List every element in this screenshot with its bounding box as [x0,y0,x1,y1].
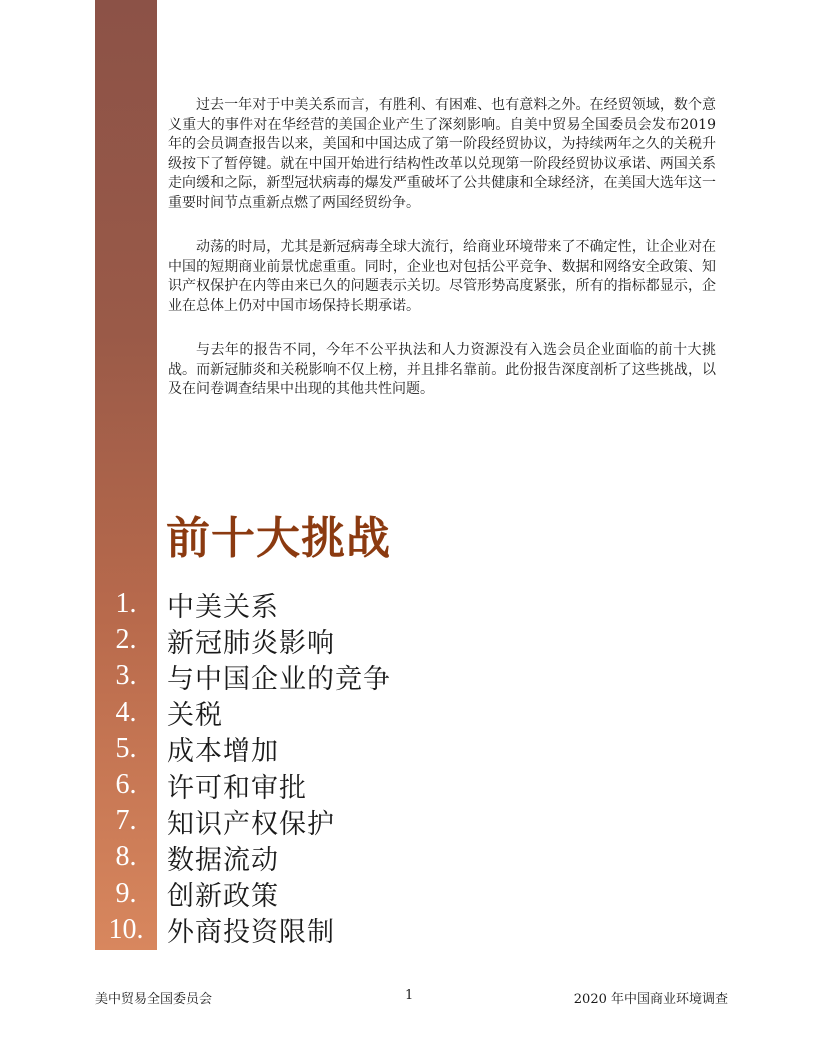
list-item-number: 2. [115,624,137,656]
list-item-number: 1. [115,588,137,620]
list-item [95,803,595,839]
list-item-label: 许可和审批 [167,772,307,804]
intro-paragraph: 过去一年对于中美关系而言，有胜利、有困难、也有意料之外。在经贸领域，数个意义重大的事件对在华经营的美国企业产生了深刻影响。自美中贸易全国委员会发布2019年的会员调查报告以来，美国和中国达成了第一阶段经贸协议，为持续两年之久的关税升级按下了暂停键。就在中国开始进行结构性改革以兑现第一阶段经贸协议承诺、两国关系走向缓和之际，新型冠状病毒的爆发严重破坏了公共健康和全球经济，在美国大选年这一重要时间节点重新点燃了两国经贸纷争。 [168,97,716,211]
challenge-list [95,586,595,948]
list-item-number: 6. [115,769,137,801]
intro-paragraph: 与去年的报告不同，今年不公平执法和人力资源没有入选会员企业面临的前十大挑战。而新冠肺炎和关税影响不仅上榜，并且排名靠前。此份报告深度剖析了这些挑战，以及在问卷调查结果中出现的其他共性问题。 [168,342,716,397]
list-item [95,586,595,622]
list-item [95,695,595,731]
list-item-number: 3. [115,660,137,692]
footer-organization: 美中贸易全国委员会 [95,992,213,1007]
section-title: 前十大挑战 [166,513,391,564]
page-footer [95,988,728,1008]
page-number: 1 [405,988,414,1003]
list-item-number: 7. [115,805,137,837]
list-item [95,622,595,658]
intro-text [168,96,716,425]
list-item-label: 成本增加 [167,736,279,768]
list-item-label: 关税 [167,700,223,732]
list-item-label: 新冠肺炎影响 [167,627,335,659]
list-item-number: 4. [115,696,137,728]
list-item [95,839,595,875]
list-item-number: 5. [115,732,137,764]
list-item-label: 知识产权保护 [167,808,335,840]
list-item-number: 8. [115,841,137,873]
list-item-number: 10. [108,913,144,945]
list-item-label: 创新政策 [167,881,279,913]
list-item [95,731,595,767]
list-item-label: 与中国企业的竞争 [167,663,391,695]
list-item-number: 9. [115,877,137,909]
list-item [95,658,595,694]
list-item [95,767,595,803]
list-item-label: 外商投资限制 [167,917,335,949]
list-item-label: 中美关系 [167,591,279,623]
list-item-label: 数据流动 [167,844,279,876]
list-item [95,912,595,948]
intro-paragraph: 动荡的时局，尤其是新冠病毒全球大流行，给商业环境带来了不确定性，让企业对在中国的短期商业前景忧虑重重。同时，企业也对包括公平竞争、数据和网络安全政策、知识产权保护在内等由来已久的问题表示关切。尽管形势高度紧张，所有的指标都显示，企业在总体上仍对中国市场保持长期承诺。 [168,239,716,314]
footer-report-title: 2020 年中国商业环境调查 [573,992,728,1007]
list-item [95,876,595,912]
